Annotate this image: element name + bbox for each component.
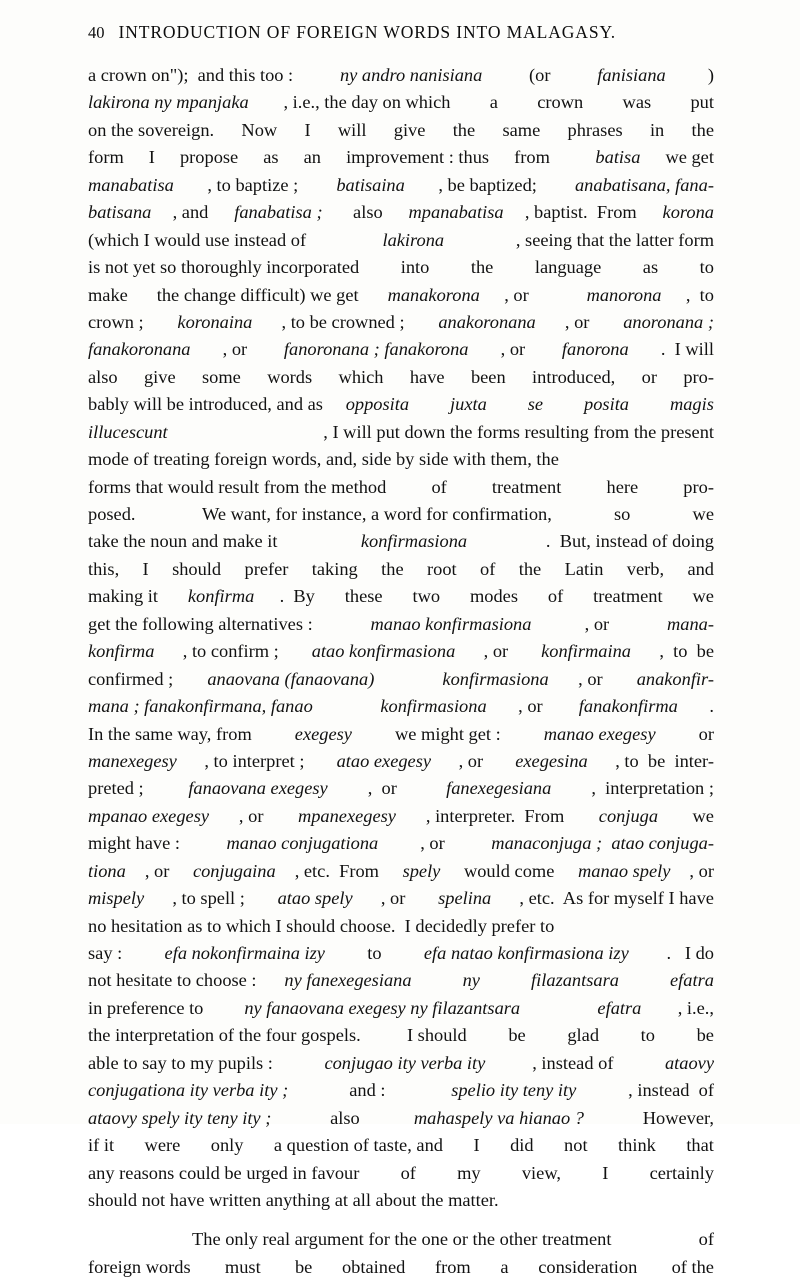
text-line: should not have written anything at all about the matter. [88,1189,499,1210]
text-line: on the sovereign. Now I will give the same phrases in the [88,119,714,140]
text-line: ataovy spely ity teny ity ; also mahaspely va hianao ? However, [88,1107,714,1128]
text-line: The only real argument for the one or the other treatment of [192,1229,714,1250]
text-line: a crown on"); and this too : ny andro nanisiana (or fanisiana ) [88,65,714,85]
text-line: in preference to ny fanaovana exegesy ny filazantsara efatra , i.e., [88,997,714,1018]
text-line: mode of treating foreign words, and, side by side with them, the [88,449,559,470]
text-line: take the noun and make it konfirmasiona . But, instead of doing [88,531,714,552]
text-line: manexegesy , to interpret ; atao exegesy , or exegesina , to be inter- [88,750,714,771]
text-line: crown ; koronaina , to be crowned ; anakoronana , or anoronana ; [88,311,714,332]
paragraph-2 [88,1226,714,1281]
text-line: the interpretation of the four gospels. I should be glad to be [88,1025,714,1046]
text-line: able to say to my pupils : conjugao ity verba ity , instead of ataovy [88,1052,714,1073]
text-line: any reasons could be urged in favour of my view, I certainly [88,1162,714,1183]
text-line: making it konfirma . By these two modes of treatment we [88,586,714,607]
text-line: mpanao exegesy , or mpanexegesy , interpreter. From conjuga we [88,805,714,826]
paragraph-spacer [88,1214,714,1226]
text-line: posed. We want, for instance, a word for confirmation, so we [88,504,714,524]
text-line: if it were only a question of taste, and I did not think that [88,1135,714,1156]
text-line: no hesitation as to which I should choose. I decidedly prefer to [88,915,555,936]
text-line: tiona , or conjugaina , etc. From spely would come manao spely , or [88,860,714,881]
text-line: conjugationa ity verba ity ; and : spelio ity teny ity , instead of [88,1080,714,1101]
text-line: make the change difficult) we get manakorona , or manorona , to [88,284,714,305]
text-line: confirmed ; anaovana (fanaovana) konfirmasiona , or anakonfir- [88,668,714,689]
text-line: batisana , and fanabatisa ; also mpanabatisa , baptist. From korona [88,202,714,223]
text-line: this, I should prefer taking the root of the Latin verb, and [88,558,714,579]
text-line: forms that would result from the method of treatment here pro- [88,476,714,497]
text-line: illucescunt , I will put down the forms resulting from the present [88,421,714,442]
page-number: 40 [88,23,105,42]
text-line: lakirona ny mpanjaka , i.e., the day on which a crown was put [88,92,714,113]
text-line: also give some words which have been introduced, or pro- [88,366,714,387]
running-title: INTRODUCTION OF FOREIGN WORDS INTO MALAGASY. [118,22,617,42]
text-line: mispely , to spell ; atao spely , or spelina , etc. As for myself I have [88,888,714,909]
text-line: might have : manao conjugationa , or manaconjuga ; atao conjuga- [88,833,714,854]
text-line: form I propose as an improvement : thus from batisa we get [88,147,714,168]
text-line: manabatisa , to baptize ; batisaina , be baptized; anabatisana, fana- [88,174,714,195]
text-line: is not yet so thoroughly incorporated into the language as to [88,257,714,278]
text-line: (which I would use instead of lakirona , seeing that the latter form [88,229,714,250]
text-line: bably will be introduced, and as opposita juxta se posita magis [88,394,714,415]
text-line: preted ; fanaovana exegesy , or fanexegesiana , interpretation ; [88,778,714,799]
text-line: not hesitate to choose : ny fanexegesiana ny filazantsara efatra [88,970,714,991]
text-line: mana ; fanakonfirmana, fanao konfirmasiona , or fanakonfirma . [88,696,714,717]
text-line: say : efa nokonfirmaina izy to efa natao konfirmasiona izy . I do [88,943,714,963]
running-head [88,22,712,43]
text-line: konfirma , to confirm ; atao konfirmasiona , or konfirmaina , to be [88,641,714,662]
paragraph-1 [88,62,714,1214]
text-line: foreign words must be obtained from a consideration of the [88,1256,714,1277]
text-line: get the following alternatives : manao konfirmasiona , or mana- [88,613,714,634]
body-text-block [88,62,714,1281]
text-line: In the same way, from exegesy we might get : manao exegesy or [88,723,714,744]
text-line: fanakoronana , or fanoronana ; fanakorona , or fanorona . I will [88,339,714,360]
